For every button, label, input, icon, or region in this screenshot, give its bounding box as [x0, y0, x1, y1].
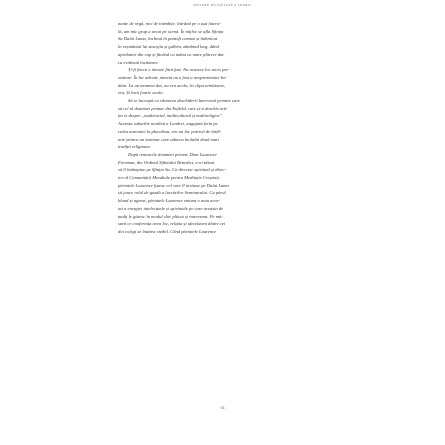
page-number: 64 [220, 405, 225, 410]
text-line: calea armoniei în pluralism, era un loc potrivit de întâl- [118, 128, 222, 134]
text-line: Ți-fi făcea o intrare fără fast. Nu avusese loc nicio pre- [128, 67, 230, 73]
text-line: Să se înceapă cu cântarea deschiderii bun-venit primire care [128, 98, 241, 104]
text-line: nunte de orgă, nici de trâmbițe. Intrând pe o ușă latera- [118, 21, 221, 26]
text-line: tat a energiei intelectuale și spirituale pe care aceasta de [118, 205, 224, 211]
text-line: tradiții religioase. [118, 144, 152, 150]
paragraph-3 [118, 97, 330, 151]
text-line: data. La un moment dat, nu era acolo; în clipa următoare, [118, 82, 226, 88]
paragraph-2 [118, 66, 330, 97]
text-line: cu evidentă încântare. [118, 59, 159, 65]
text-line: să joace rolul de gazdă a lucrărilor Seminarului. Cu părul [118, 190, 226, 196]
text-line: aprobator din cap și făcând cu mâna cu mare plăcere dar [118, 51, 225, 57]
text-line: blond și agreat, părintele Laurence emana o nota acor- [118, 198, 221, 204]
text-line: era. Și încă foarte acolo. [118, 90, 164, 96]
text-line: să cel al doamnei primar din Enfield, care și-a deschis oră- [118, 105, 228, 111]
text-line: După remarcile doamnei primar, Dom Laurence [128, 151, 217, 157]
text-line: părintele Laurence fusese cel care îl invitase pe Dalai Lama [118, 182, 229, 188]
text-line: doi colegi se întărea vizibil. Când părintele Laurence [118, 228, 217, 234]
paragraph-4 [118, 151, 330, 236]
text-line: nire pentru un seminar care aducea laolaltă două mari [118, 136, 220, 142]
text-line: ția ei despre „multiracial, multicultural și multireligios”. [118, 113, 224, 119]
text-line: zentare. În lor adevăr, nimeni nu a fost a neoprezentare bo- [118, 74, 227, 80]
text-line: Sa Dalai Lama, înclinat în pantofi comozi și îmbrăcat [118, 36, 218, 42]
running-header: DESPRE BUNĂTATEA INIMII [193, 3, 252, 7]
text-line: în veșmântul lui stacojiu și galben, zâmbind larg, dând [118, 44, 219, 50]
text-line: mulți le găsesc în modul clar plăcut și interesant. Pe mă- [118, 213, 223, 219]
text-line: Aceasta suburbie nordică a Londrei, angajată ferm pe [118, 121, 218, 127]
text-line: Freeman, din Ordinul Sfântului Benedict, s-a ridicat [118, 159, 215, 165]
text-line: tor al Comunității Mondiale pentru Meditație Creștină, [118, 175, 220, 181]
text-line: să îl întâmpine pe Sfinția Sa. Ca director spiritual și direc- [118, 167, 226, 173]
body-text [118, 20, 330, 236]
text-line: sură ce conferința avea loc, relația și afecțiunea dintre cei [118, 221, 226, 227]
paragraph-1 [118, 20, 330, 66]
text-line: lă, am mic grup a urcat pe scenă. În mijloc se afla Sfinția [118, 28, 224, 34]
